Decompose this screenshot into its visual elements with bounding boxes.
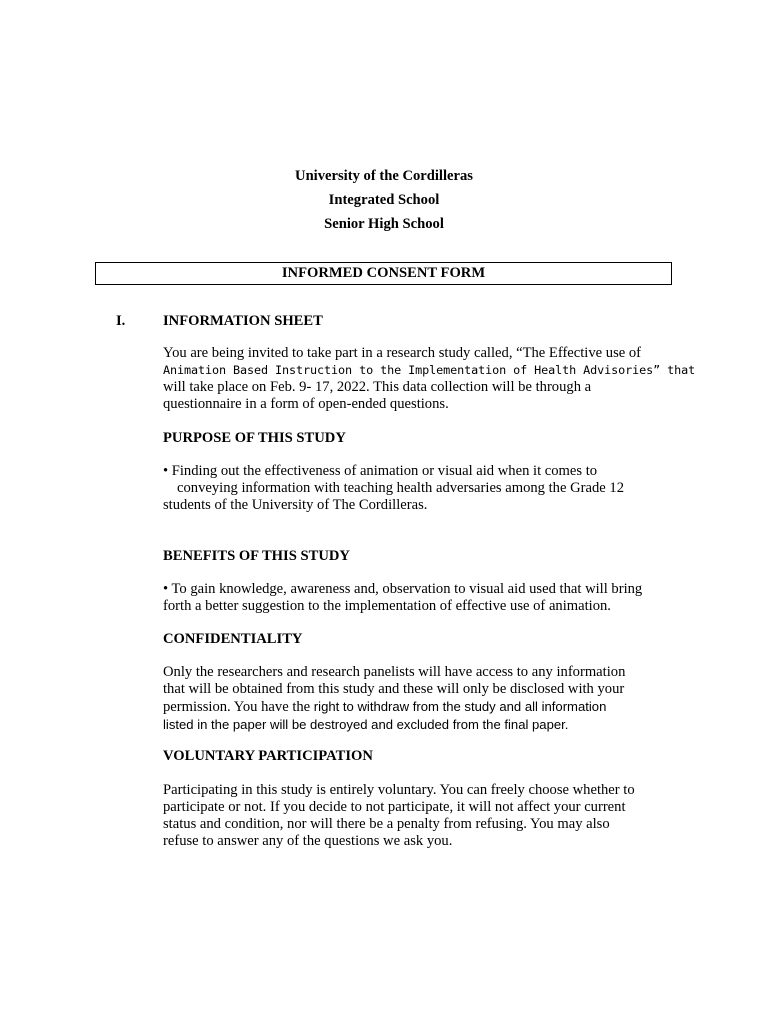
voluntary-line: participate or not. If you decide to not participate, it will not affect your current — [163, 799, 626, 815]
header-university: University of the Cordilleras — [295, 168, 473, 184]
voluntary-line: refuse to answer any of the questions we ask you. — [163, 833, 453, 849]
purpose-line: students of the University of The Cordilleras. — [163, 497, 428, 513]
voluntary-line: Participating in this study is entirely voluntary. You can freely choose whether to — [163, 782, 635, 798]
benefits-heading: BENEFITS OF THIS STUDY — [163, 548, 350, 564]
confidentiality-line — [163, 698, 678, 716]
voluntary-paragraph — [163, 782, 678, 850]
benefits-line: • To gain knowledge, awareness and, observation to visual aid used that will bring — [163, 581, 643, 597]
intro-line: Animation Based Instruction to the Implementation of Health Advisories” that — [163, 363, 696, 377]
confidentiality-line-part: right to withdraw from the study and all information — [313, 699, 607, 714]
confidentiality-heading: CONFIDENTIALITY — [163, 631, 303, 647]
purpose-line: conveying information with teaching health adversaries among the Grade 12 — [177, 480, 624, 496]
purpose-line: • Finding out the effectiveness of animation or visual aid when it comes to — [163, 463, 598, 479]
header-integrated-school: Integrated School — [328, 192, 440, 208]
section-number: I. — [116, 313, 126, 329]
confidentiality-line: Only the researchers and research panelists will have access to any information — [163, 664, 626, 680]
intro-line: questionnaire in a form of open-ended questions. — [163, 396, 449, 412]
confidentiality-line-part: permission. You have the — [163, 699, 314, 715]
benefits-line: forth a better suggestion to the implementation of effective use of animation. — [163, 598, 611, 614]
voluntary-heading: VOLUNTARY PARTICIPATION — [163, 748, 373, 764]
confidentiality-line: listed in the paper will be destroyed and excluded from the final paper. — [163, 717, 569, 732]
section-title: INFORMATION SHEET — [163, 313, 323, 329]
voluntary-line: status and condition, nor will there be a penalty from refusing. You may also — [163, 816, 610, 832]
intro-line: You are being invited to take part in a research study called, “The Effective use of — [163, 345, 642, 361]
confidentiality-paragraph — [163, 664, 678, 733]
header-senior-high: Senior High School — [324, 216, 444, 232]
intro-paragraph — [163, 345, 696, 413]
purpose-paragraph — [163, 463, 678, 514]
intro-line: will take place on Feb. 9- 17, 2022. This data collection will be through a — [163, 379, 592, 395]
purpose-heading: PURPOSE OF THIS STUDY — [163, 430, 346, 446]
benefits-paragraph — [163, 581, 678, 615]
form-title-box: INFORMED CONSENT FORM — [95, 262, 672, 285]
confidentiality-line: that will be obtained from this study and these will only be disclosed with your — [163, 681, 625, 697]
